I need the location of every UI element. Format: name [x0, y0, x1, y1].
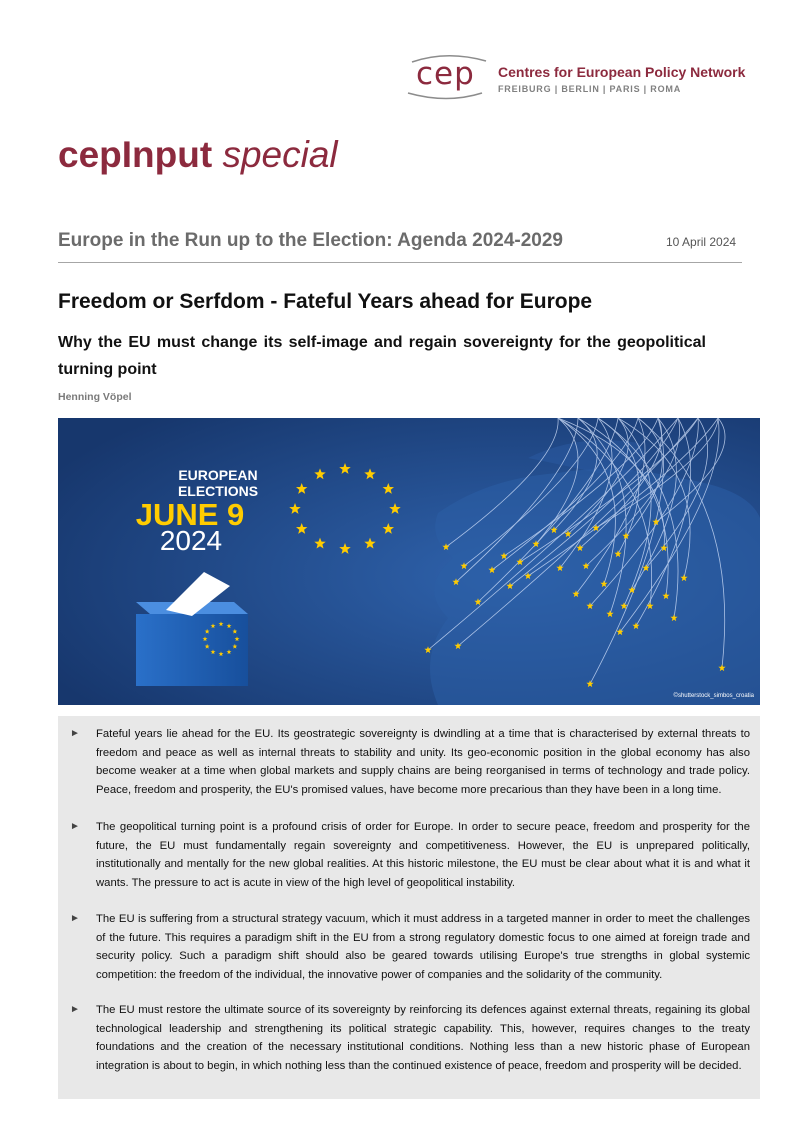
page-title: Freedom or Serfdom - Fateful Years ahead for Europe	[58, 290, 593, 313]
report-subtitle: Europe in the Run up to the Election: Agenda 2024-2029	[58, 230, 563, 251]
series-suffix: special	[222, 134, 338, 175]
publication-date: 10 April 2024	[666, 235, 737, 249]
author-name: Henning Vöpel	[58, 391, 132, 403]
cep-logo	[402, 52, 747, 102]
lead-text: Why the EU must change its self-image and regain sovereignty for the geopolitical turning point	[58, 334, 706, 378]
bullet-arrow-icon: ►	[70, 1004, 80, 1015]
series-main: cepInput	[58, 134, 213, 175]
summary-bullet: The EU must restore the ultimate source of its sovereignty by reinforcing its defences against external threats, regaining its global technological leadership and strengthening its political strategic capability. This, however, requires changes to the treaty foundations and the creation of the necessary institutional conditions. Nothing less than a new historic phase of European integration is about to begin, in which nothing less than the continued existence of peace, freedom and prosperity will be decided.	[96, 1004, 750, 1072]
logo-text: cep	[416, 56, 475, 92]
hero-line2: ELECTIONS	[177, 483, 259, 499]
bullet-arrow-icon: ►	[70, 913, 80, 924]
org-cities: FREIBURG | BERLIN | PARIS | ROMA	[498, 84, 681, 94]
summary-box	[58, 716, 760, 1099]
org-name: Centres for European Policy Network	[498, 64, 746, 80]
bullet-arrow-icon: ►	[70, 821, 80, 832]
hero-image	[58, 418, 760, 705]
summary-bullet: The EU is suffering from a structural strategy vacuum, which it must address in a targeted manner in order to meet the challenges of the future. This requires a paradigm shift in the EU from a strong regulatory domestic focus to one aimed at foreign trade and security policy. Such a paradigm shift should also be geared towards utilising Europe's true strengths in global systemic competition: the freedom of the individual, the innovative power of companies and the solidarity of the community.	[96, 913, 750, 981]
hero-line1: EUROPEAN	[178, 467, 258, 483]
image-credit: ©shutterstock_simbos_croatia	[673, 693, 754, 699]
hero-line3: JUNE 9	[135, 497, 245, 532]
hero-line4: 2024	[159, 525, 223, 556]
summary-bullet: Fateful years lie ahead for the EU. Its geostrategic sovereignty is dwindling at a time that is characterised by external threats to freedom and peace as well as internal threats to stability and unity. Its geo-economic position in the global economy has also become weaker at a time when global markets and supply chains are being reorganised in terms of technology and trade policy. Peace, freedom and prosperity, the EU's promised values, have become more precarious than they have been in a long time.	[96, 728, 750, 796]
summary-bullet: The geopolitical turning point is a profound crisis of order for Europe. In order to secure peace, freedom and prosperity for the future, the EU must fundamentally regain sovereignty and competitiveness. However, the EU is unprepared politically, institutionally and mentally for the new global realities. At this historic milestone, the EU must be clear about what it is and what it wants. The pressure to act is acute in view of the high level of geopolitical instability.	[96, 821, 750, 889]
bullet-arrow-icon: ►	[70, 728, 80, 739]
divider	[58, 262, 742, 263]
series-title	[58, 134, 338, 176]
